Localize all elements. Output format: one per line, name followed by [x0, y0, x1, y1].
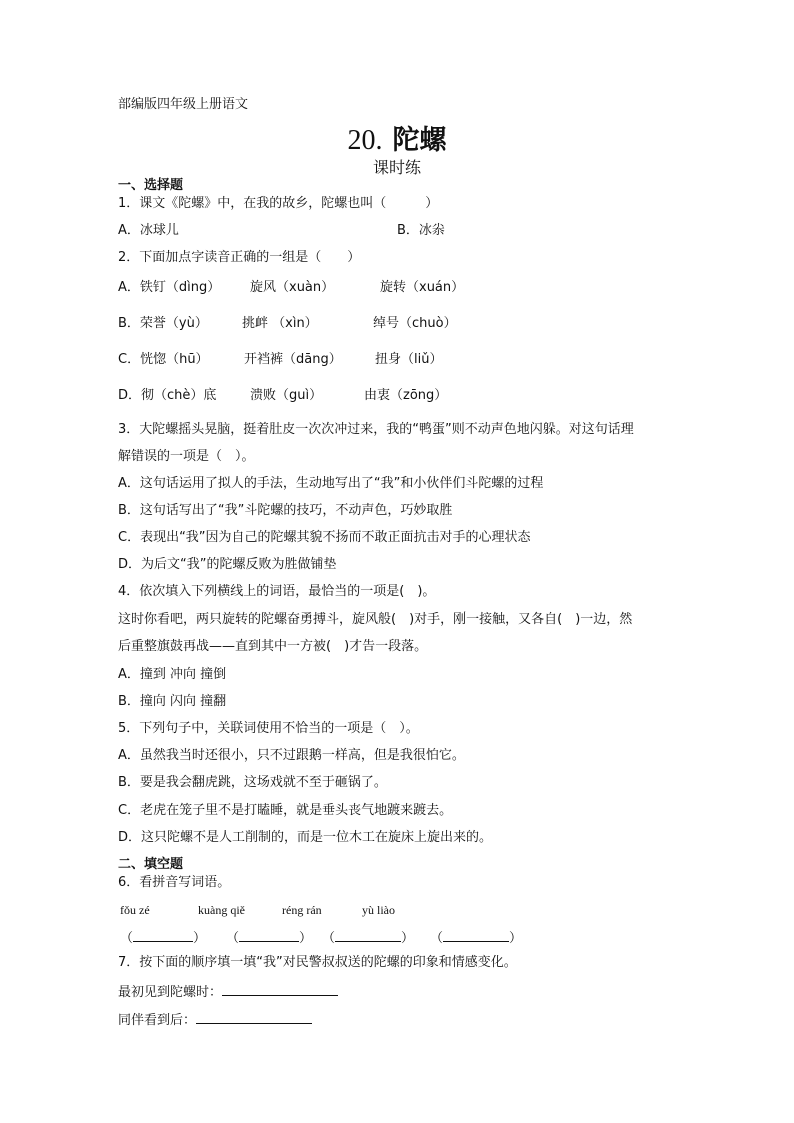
- q7-fill-first-sight[interactable]: [222, 982, 338, 996]
- q6-pinyin-1: fǒu zé: [120, 903, 150, 917]
- q7-label-first-sight: 最初见到陀螺时：: [118, 985, 223, 1000]
- q1-option-a: A．冰球儿: [118, 223, 179, 238]
- q4-text-line2: 后重整旗鼓再战——直到其中一方被( )才告一段落。: [118, 639, 428, 654]
- q4-text-line1: 这时你看吧，两只旋转的陀螺奋勇搏斗，旋风般( )对手，刚一接触，又各自( )一边，然: [118, 612, 633, 627]
- q6-pinyin-3: réng rán: [282, 903, 322, 917]
- q1-option-b: B．冰尜: [397, 223, 445, 238]
- q6-answer-blank-3[interactable]: （ ）: [322, 931, 415, 946]
- q2-option-b-3: 绰号（chuò）: [373, 316, 457, 331]
- q2-option-c-2: 开裆裤（dāng）: [244, 352, 342, 367]
- q5-option-c: C．老虎在笼子里不是打瞌睡，就是垂头丧气地踱来踱去。: [118, 803, 453, 818]
- q3-option-b: B．这句话写出了“我”斗陀螺的技巧，不动声色，巧妙取胜: [118, 503, 453, 518]
- q4-option-a: A．撞到 冲向 撞倒: [118, 667, 227, 682]
- q3-stem-line1: 3．大陀螺摇头晃脑，挺着肚皮一次次冲过来，我的“鸭蛋”则不动声色地闪躲。对这句话理: [118, 422, 634, 437]
- q7-line-after-peers: [118, 1010, 312, 1030]
- q7-stem: 7．按下面的顺序填一填“我”对民警叔叔送的陀螺的印象和情感变化。: [118, 955, 517, 970]
- page-title: [0, 118, 794, 157]
- q2-option-c-3: 扭身（liǔ）: [375, 352, 443, 367]
- q4-option-b: B．撞向 闪向 撞翻: [118, 694, 227, 709]
- q2-option-a-2: 旋风（xuàn）: [250, 280, 335, 295]
- doc-header: 部编版四年级上册语文: [118, 97, 249, 112]
- title-text: 陀螺: [392, 125, 447, 156]
- q6-pinyin-4: yù liào: [362, 903, 395, 917]
- q2-option-c-1: C．恍惚（hū）: [118, 352, 209, 367]
- q5-stem: 5．下列句子中，关联词使用不恰当的一项是（ ）。: [118, 721, 419, 736]
- q3-stem-line2: 解错误的一项是（ ）。: [118, 449, 255, 464]
- q2-option-b-2: 挑衅 （xìn）: [242, 316, 318, 331]
- q3-option-a: A．这句话运用了拟人的手法，生动地写出了“我”和小伙伴们斗陀螺的过程: [118, 476, 544, 491]
- title-number: 20.: [347, 125, 383, 156]
- q2-option-d-1: D．彻（chè）底: [118, 388, 217, 403]
- q2-option-a-3: 旋转（xuán）: [380, 280, 465, 295]
- section-heading-fill: 二、填空题: [118, 857, 184, 872]
- q7-fill-after-peers[interactable]: [196, 1010, 312, 1024]
- q7-label-after-peers: 同伴看到后：: [118, 1013, 197, 1028]
- q5-option-d: D．这只陀螺不是人工削制的，而是一位木工在旋床上旋出来的。: [118, 830, 493, 845]
- q3-option-d: D．为后文“我”的陀螺反败为胜做铺垫: [118, 557, 337, 572]
- q3-option-c: C．表现出“我”因为自己的陀螺其貌不扬而不敢正面抗击对手的心理状态: [118, 530, 531, 545]
- q2-option-a-1: A．铁钉（dìng）: [118, 280, 221, 295]
- q5-option-a: A．虽然我当时还很小，只不过跟鹅一样高，但是我很怕它。: [118, 748, 465, 763]
- q6-answer-blank-1[interactable]: （ ）: [120, 931, 207, 946]
- q6-answer-blank-2[interactable]: （ ）: [226, 931, 313, 946]
- page-subtitle: 课时练: [372, 158, 421, 177]
- q2-option-b-1: B．荣誉（yù）: [118, 316, 208, 331]
- q7-line-first-sight: [118, 982, 338, 1002]
- q5-option-b: B．要是我会翻虎跳，这场戏就不至于砸锅了。: [118, 775, 387, 790]
- q2-option-d-2: 溃败（guì）: [250, 388, 323, 403]
- q4-stem: 4．依次填入下列横线上的词语，最恰当的一项是( )。: [118, 584, 436, 599]
- q6-pinyin-2: kuàng qiě: [198, 903, 245, 917]
- q6-stem: 6．看拼音写词语。: [118, 875, 231, 890]
- q2-stem: 2．下面加点字读音正确的一组是（ ）: [118, 250, 361, 265]
- q6-answer-blank-4[interactable]: （ ）: [430, 931, 523, 946]
- section-heading-choice: 一、选择题: [118, 178, 184, 193]
- q2-option-d-3: 由衷（zōng）: [364, 388, 448, 403]
- q1-stem: 1．课文《陀螺》中，在我的故乡，陀螺也叫（ ）: [118, 196, 439, 211]
